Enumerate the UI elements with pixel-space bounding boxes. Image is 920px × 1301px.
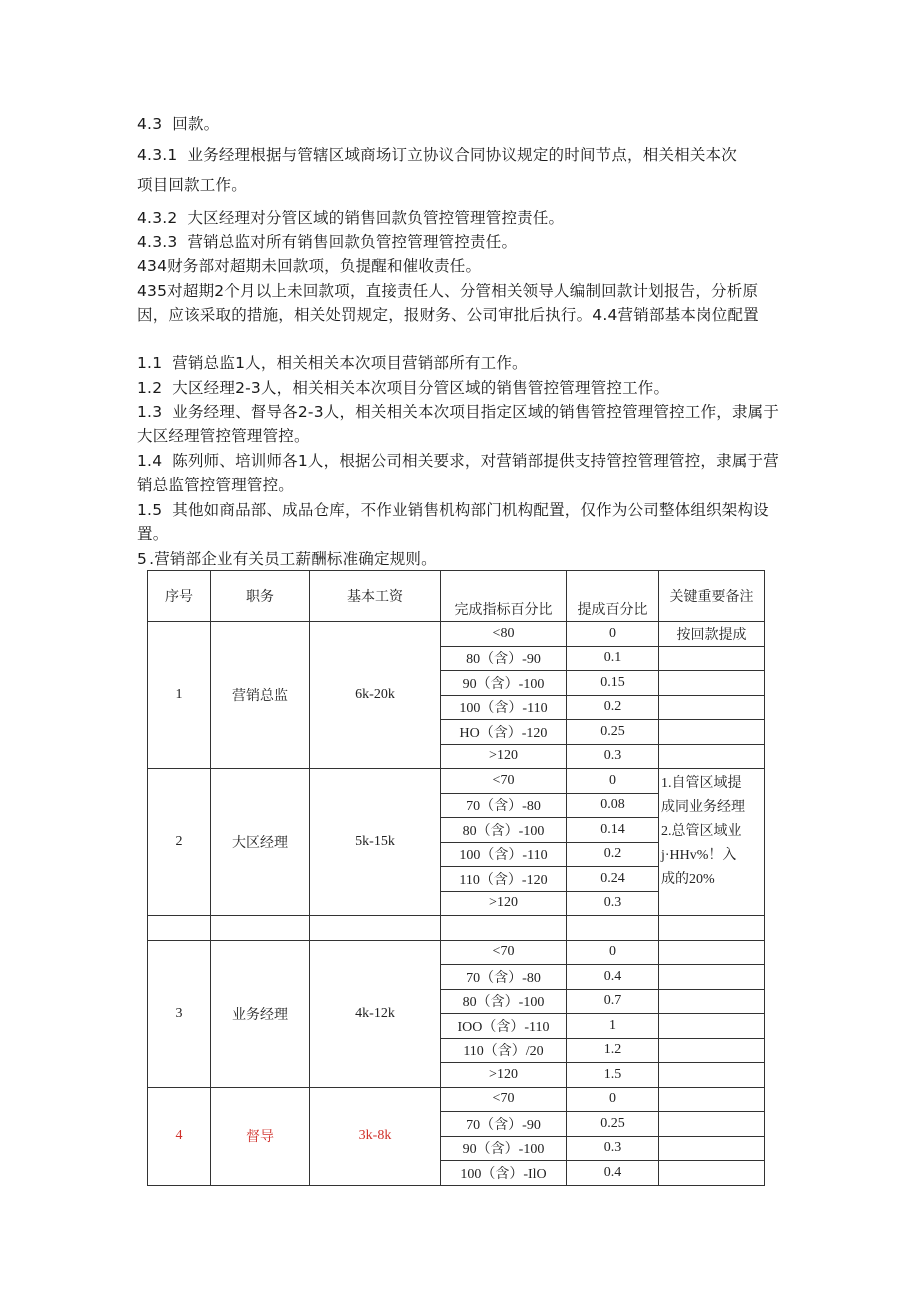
base-salary-cell: 6k-20k [310, 622, 441, 769]
range-cell: 70（含）-80 [441, 793, 567, 818]
rate-cell: 0.3 [567, 1136, 659, 1161]
header-note: 关键重要备注 [659, 571, 765, 622]
section-1-5: 1.5 其他如商品部、成品仓库，不作业销售机构部门机构配置，仅作为公司整体组织架构设置。 [137, 501, 769, 543]
section-4-3: 4.3 回款。 [137, 115, 220, 133]
header-seq: 序号 [148, 571, 211, 622]
header-base-salary: 基本工资 [310, 571, 441, 622]
rate-cell: 0.14 [567, 818, 659, 843]
rate-cell: 0.24 [567, 867, 659, 892]
rate-cell: 1.5 [567, 1063, 659, 1088]
note-cell-empty [659, 965, 765, 990]
note-cell-empty [659, 1063, 765, 1088]
role-cell: 督导 [211, 1087, 310, 1185]
header-role: 职务 [211, 571, 310, 622]
rate-cell: 0.08 [567, 793, 659, 818]
rate-cell: 1 [567, 1014, 659, 1039]
range-cell: 110（含）-120 [441, 867, 567, 892]
seq-cell: 1 [148, 622, 211, 769]
note-cell-empty [659, 940, 765, 965]
rate-cell: 0.25 [567, 1112, 659, 1137]
rate-cell: 0 [567, 1087, 659, 1112]
rate-cell: 0.15 [567, 671, 659, 696]
range-cell: 100（含）-110 [441, 842, 567, 867]
range-cell: <70 [441, 940, 567, 965]
note-line: 2.总管区域业 [661, 824, 742, 839]
note-line: 成的20% [661, 872, 715, 887]
section-1-3: 1.3 业务经理、督导各2-3人，相关相关本次项目指定区域的销售管控管理管控工作，隶属于大区经理管控管理管控。 [137, 403, 780, 445]
range-cell: HO（含）-120 [441, 720, 567, 745]
range-cell: 100（含）-110 [441, 695, 567, 720]
table-row [148, 622, 765, 647]
table-header-row [148, 571, 765, 622]
range-cell: 70（含）-80 [441, 965, 567, 990]
section-1-1: 1.1 营销总监1人，相关相关本次项目营销部所有工作。 [137, 354, 528, 372]
note-cell-empty [659, 1014, 765, 1039]
rate-cell: 1.2 [567, 1038, 659, 1063]
rate-cell: 0 [567, 769, 659, 794]
note-line: 1.自管区域提 [661, 776, 742, 791]
rate-cell: 0.4 [567, 1161, 659, 1186]
range-cell: 90（含）-100 [441, 671, 567, 696]
table-row [148, 1087, 765, 1112]
note-cell-empty [659, 695, 765, 720]
note-line: 成同业务经理 [661, 800, 745, 815]
note-cell-empty [659, 1112, 765, 1137]
rate-cell: 0.2 [567, 842, 659, 867]
rate-cell: 0.25 [567, 720, 659, 745]
section-4-3-3: 4.3.3 营销总监对所有销售回款负管控管理管控责任。 [137, 233, 518, 251]
range-cell: 80（含）-90 [441, 646, 567, 671]
section-4-3-1: 4.3.1 业务经理根据与管辖区域商场订立协议合同协议规定的时间节点，相关相关本次 [137, 146, 737, 164]
note-cell-empty [659, 744, 765, 769]
table-row [148, 769, 765, 794]
range-cell: 80（含）-100 [441, 989, 567, 1014]
seq-cell: 2 [148, 769, 211, 916]
rate-cell: 0.4 [567, 965, 659, 990]
range-cell: >120 [441, 891, 567, 916]
range-cell: <80 [441, 622, 567, 647]
rate-cell: 0 [567, 940, 659, 965]
section-1-4: 1.4 陈列师、培训师各1人，根据公司相关要求，对营销部提供支持管控管理管控，隶属于营销总监管控管理管控。 [137, 452, 779, 494]
table-row [148, 940, 765, 965]
note-line: j·HHv%！入 [661, 848, 737, 863]
note-cell-empty [659, 720, 765, 745]
note-cell-empty [659, 989, 765, 1014]
role-cell: 大区经理 [211, 769, 310, 916]
section-4-3-1-cont: 项目回款工作。 [137, 176, 247, 194]
range-cell: <70 [441, 1087, 567, 1112]
range-cell: 100（含）-IlO [441, 1161, 567, 1186]
role-cell: 营销总监 [211, 622, 310, 769]
base-salary-cell: 4k-12k [310, 940, 441, 1087]
range-cell: 80（含）-100 [441, 818, 567, 843]
salary-table [147, 570, 765, 1186]
header-commission-rate: 提成百分比 [567, 571, 659, 622]
table-row-empty [148, 916, 765, 941]
note-cell-empty [659, 646, 765, 671]
seq-cell: 3 [148, 940, 211, 1087]
note-cell-empty [659, 1161, 765, 1186]
role-cell: 业务经理 [211, 940, 310, 1087]
base-salary-cell: 5k-15k [310, 769, 441, 916]
range-cell: >120 [441, 744, 567, 769]
range-cell: IOO（含）-110 [441, 1014, 567, 1039]
note-cell-empty [659, 1038, 765, 1063]
rate-cell: 0 [567, 622, 659, 647]
rate-cell: 0.3 [567, 891, 659, 916]
section-5: 5 .营销部企业有关员工薪酬标准确定规则。 [137, 550, 437, 568]
range-cell: 110（含）/20 [441, 1038, 567, 1063]
range-cell: 90（含）-100 [441, 1136, 567, 1161]
note-cell-empty [659, 1087, 765, 1112]
header-completion-range: 完成指标百分比 [441, 571, 567, 622]
range-cell: 70（含）-90 [441, 1112, 567, 1137]
rate-cell: 0.7 [567, 989, 659, 1014]
note-cell-empty [659, 1136, 765, 1161]
rate-cell: 0.1 [567, 646, 659, 671]
section-4-3-2: 4.3.2 大区经理对分管区域的销售回款负管控管理管控责任。 [137, 209, 565, 227]
note-cell: 按回款提成 [659, 622, 765, 647]
section-1-2: 1.2 大区经理2-3人，相关相关本次项目分管区域的销售管控管理管控工作。 [137, 379, 670, 397]
section-434: 434财务部对超期未回款项，负提醒和催收责任。 [137, 257, 482, 275]
base-salary-cell: 3k-8k [310, 1087, 441, 1185]
rate-cell: 0.3 [567, 744, 659, 769]
note-cell-empty [659, 671, 765, 696]
seq-cell: 4 [148, 1087, 211, 1185]
section-435: 435对超期2个月以上未回款项，直接责任人、分管相关领导人编制回款计划报告，分析原因，应该采取的措施，相关处罚规定，报财务、公司审批后执行。4.4营销部基本岗位配置 [137, 282, 759, 324]
note-cell-merged [659, 769, 765, 916]
rate-cell: 0.2 [567, 695, 659, 720]
range-cell: >120 [441, 1063, 567, 1088]
range-cell: <70 [441, 769, 567, 794]
